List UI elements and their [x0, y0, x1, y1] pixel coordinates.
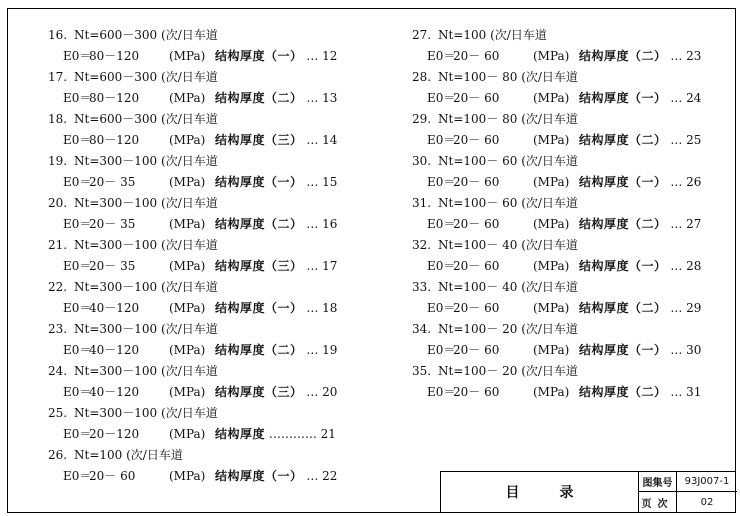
toc-entry-line1 [48, 406, 218, 420]
modulus-range: 80－120 [89, 133, 140, 147]
page-reference: 28 [686, 259, 702, 273]
page-reference: 26 [686, 175, 702, 189]
structure-thickness-label: 结构厚度（一） [215, 301, 303, 315]
structure-thickness-label: 结构厚度（一） [579, 175, 667, 189]
modulus-unit: (MPa) [533, 133, 570, 147]
page-reference: 22 [322, 469, 338, 483]
modulus-unit: (MPa) [533, 49, 570, 63]
traffic-unit: (次/日车道 [521, 364, 578, 378]
traffic-volume: Nt=300－100 [74, 322, 158, 336]
modulus-range: 20－120 [89, 427, 140, 441]
entry-number: 29. [412, 112, 432, 126]
entry-number: 19. [48, 154, 68, 168]
structure-thickness-label: 结构厚度（一） [215, 49, 303, 63]
structure-thickness-label: 结构厚度（一） [579, 343, 667, 357]
modulus-unit: (MPa) [169, 259, 206, 273]
structure-thickness-label: 结构厚度（三） [215, 259, 303, 273]
entry-number: 32. [412, 238, 432, 252]
entry-number: 21. [48, 238, 68, 252]
toc-entry-line2 [427, 49, 701, 63]
structure-thickness-label: 结构厚度（二） [579, 301, 667, 315]
toc-entry-line2 [427, 91, 701, 105]
modulus-range: 80－120 [89, 91, 140, 105]
leader-dots: … [306, 259, 319, 273]
toc-entry-line1 [48, 322, 218, 336]
modulus-label: E0＝ [63, 217, 92, 231]
traffic-volume: Nt=300－100 [74, 196, 158, 210]
page-reference: 16 [322, 217, 338, 231]
toc-entry-line1 [412, 196, 578, 210]
structure-thickness-label: 结构厚度 [215, 427, 266, 441]
page-number-value: 02 [700, 496, 714, 508]
modulus-unit: (MPa) [169, 301, 206, 315]
modulus-label: E0＝ [63, 301, 92, 315]
traffic-unit: (次/日车道 [490, 28, 547, 42]
page-reference: 15 [322, 175, 338, 189]
leader-dots: … [306, 343, 319, 357]
modulus-label: E0＝ [427, 91, 456, 105]
structure-thickness-label: 结构厚度（二） [215, 343, 303, 357]
structure-thickness-label: 结构厚度（一） [579, 91, 667, 105]
leader-dots: … [306, 469, 319, 483]
traffic-unit: (次/日车道 [521, 322, 578, 336]
leader-dots: … [306, 133, 319, 147]
structure-thickness-label: 结构厚度（三） [215, 133, 303, 147]
page-reference: 29 [686, 301, 702, 315]
title-block [440, 471, 736, 513]
structure-thickness-label: 结构厚度（二） [579, 49, 667, 63]
entry-number: 34. [412, 322, 432, 336]
entry-number: 17. [48, 70, 68, 84]
traffic-unit: (次/日车道 [126, 448, 183, 462]
toc-entry-line2 [427, 133, 701, 147]
leader-dots: … [306, 49, 319, 63]
toc-entry-line1 [412, 154, 578, 168]
toc-entry-line1 [48, 112, 218, 126]
traffic-unit: (次/日车道 [521, 154, 578, 168]
toc-entry-line1 [412, 322, 578, 336]
traffic-unit: (次/日车道 [161, 196, 218, 210]
entry-number: 30. [412, 154, 432, 168]
modulus-label: E0＝ [63, 49, 92, 63]
modulus-unit: (MPa) [533, 217, 570, 231]
toc-entry-line1 [412, 28, 547, 42]
entry-number: 35. [412, 364, 432, 378]
modulus-label: E0＝ [63, 385, 92, 399]
modulus-unit: (MPa) [169, 385, 206, 399]
modulus-label: E0＝ [427, 49, 456, 63]
traffic-volume: Nt=100 [74, 448, 123, 462]
modulus-unit: (MPa) [169, 469, 206, 483]
traffic-unit: (次/日车道 [161, 28, 218, 42]
page-reference: 13 [322, 91, 338, 105]
modulus-unit: (MPa) [169, 91, 206, 105]
toc-entry-line1 [48, 364, 218, 378]
toc-entry-line2 [63, 469, 337, 483]
leader-dots: … [670, 217, 683, 231]
leader-dots: … [670, 91, 683, 105]
traffic-unit: (次/日车道 [521, 70, 578, 84]
toc-entry-line1 [412, 364, 578, 378]
modulus-unit: (MPa) [169, 427, 206, 441]
entry-number: 22. [48, 280, 68, 294]
page-reference: 30 [686, 343, 702, 357]
modulus-unit: (MPa) [533, 91, 570, 105]
toc-entry-line1 [48, 154, 218, 168]
modulus-range: 20－ 60 [453, 91, 500, 105]
toc-entry-line2 [427, 259, 701, 273]
toc-entry-line1 [412, 280, 578, 294]
traffic-volume: Nt=100 [438, 28, 487, 42]
structure-thickness-label: 结构厚度（二） [215, 91, 303, 105]
toc-entry-line1 [48, 196, 218, 210]
title-block-title: 目录 [441, 472, 639, 512]
entry-number: 25. [48, 406, 68, 420]
page-reference: 23 [686, 49, 702, 63]
modulus-label: E0＝ [63, 259, 92, 273]
traffic-volume: Nt=300－100 [74, 154, 158, 168]
traffic-volume: Nt=100－ 20 [438, 322, 518, 336]
entry-number: 27. [412, 28, 432, 42]
modulus-label: E0＝ [63, 469, 92, 483]
modulus-range: 20－ 35 [89, 175, 136, 189]
toc-entry-line1 [48, 448, 183, 462]
leader-dots: … [306, 385, 319, 399]
toc-entry-line2 [427, 343, 701, 357]
leader-dots: … [670, 343, 683, 357]
modulus-range: 20－ 35 [89, 259, 136, 273]
toc-entry-line1 [48, 238, 218, 252]
entry-number: 31. [412, 196, 432, 210]
atlas-number-label: 图集号 [639, 472, 677, 492]
page-reference: 27 [686, 217, 702, 231]
traffic-volume: Nt=100－ 60 [438, 196, 518, 210]
modulus-range: 20－ 60 [453, 301, 500, 315]
modulus-range: 20－ 60 [453, 385, 500, 399]
page-reference: 21 [320, 427, 336, 441]
toc-entry-line1 [412, 238, 578, 252]
atlas-number-value: 93J007-1 [677, 472, 737, 492]
traffic-volume: Nt=100－ 20 [438, 364, 518, 378]
traffic-unit: (次/日车道 [161, 112, 218, 126]
structure-thickness-label: 结构厚度（二） [215, 217, 303, 231]
leader-dots: … [306, 301, 319, 315]
modulus-label: E0＝ [427, 133, 456, 147]
traffic-unit: (次/日车道 [521, 238, 578, 252]
toc-entry-line2 [63, 343, 337, 357]
traffic-unit: (次/日车道 [161, 364, 218, 378]
modulus-label: E0＝ [63, 175, 92, 189]
modulus-range: 20－ 60 [453, 133, 500, 147]
modulus-range: 20－ 60 [453, 49, 500, 63]
page-reference: 17 [322, 259, 338, 273]
traffic-unit: (次/日车道 [161, 238, 218, 252]
modulus-label: E0＝ [63, 133, 92, 147]
modulus-unit: (MPa) [169, 133, 206, 147]
page-reference: 14 [322, 133, 338, 147]
traffic-volume: Nt=300－100 [74, 364, 158, 378]
toc-entry-line1 [48, 280, 218, 294]
modulus-range: 20－ 60 [453, 175, 500, 189]
modulus-unit: (MPa) [533, 175, 570, 189]
modulus-range: 20－ 60 [453, 259, 500, 273]
traffic-volume: Nt=300－100 [74, 280, 158, 294]
toc-entry-line2 [63, 301, 337, 315]
modulus-range: 20－ 60 [453, 343, 500, 357]
toc-entry-line2 [427, 217, 701, 231]
page-reference: 25 [686, 133, 702, 147]
modulus-unit: (MPa) [169, 217, 206, 231]
toc-entry-line2 [63, 133, 337, 147]
modulus-label: E0＝ [427, 301, 456, 315]
modulus-label: E0＝ [63, 343, 92, 357]
modulus-unit: (MPa) [169, 175, 206, 189]
toc-entry-line2 [63, 259, 337, 273]
structure-thickness-label: 结构厚度（二） [579, 133, 667, 147]
traffic-volume: Nt=100－ 40 [438, 280, 518, 294]
entry-number: 33. [412, 280, 432, 294]
modulus-label: E0＝ [427, 385, 456, 399]
page-reference: 18 [322, 301, 338, 315]
toc-entry-line2 [427, 301, 701, 315]
modulus-label: E0＝ [427, 259, 456, 273]
traffic-unit: (次/日车道 [161, 154, 218, 168]
modulus-range: 40－120 [89, 385, 140, 399]
entry-number: 18. [48, 112, 68, 126]
modulus-unit: (MPa) [169, 343, 206, 357]
modulus-range: 80－120 [89, 49, 140, 63]
traffic-unit: (次/日车道 [161, 406, 218, 420]
toc-entry-line2 [427, 175, 701, 189]
modulus-label: E0＝ [427, 343, 456, 357]
leader-dots: … [670, 175, 683, 189]
modulus-unit: (MPa) [533, 301, 570, 315]
modulus-unit: (MPa) [169, 49, 206, 63]
modulus-range: 20－ 60 [453, 217, 500, 231]
leader-dots: … [306, 217, 319, 231]
entry-number: 26. [48, 448, 68, 462]
traffic-unit: (次/日车道 [521, 112, 578, 126]
toc-entry-line2 [63, 385, 337, 399]
traffic-unit: (次/日车道 [161, 70, 218, 84]
toc-entry-line1 [412, 70, 578, 84]
modulus-unit: (MPa) [533, 385, 570, 399]
toc-entry-line2 [63, 91, 337, 105]
traffic-volume: Nt=100－ 80 [438, 70, 518, 84]
structure-thickness-label: 结构厚度（一） [579, 259, 667, 273]
modulus-unit: (MPa) [533, 259, 570, 273]
traffic-volume: Nt=600－300 [74, 112, 158, 126]
traffic-volume: Nt=100－ 40 [438, 238, 518, 252]
toc-entry-line2 [63, 427, 336, 441]
toc-entry-line2 [427, 385, 701, 399]
structure-thickness-label: 结构厚度（三） [215, 385, 303, 399]
leader-dots: … [670, 259, 683, 273]
page-reference: 20 [322, 385, 338, 399]
modulus-label: E0＝ [63, 427, 92, 441]
modulus-label: E0＝ [427, 175, 456, 189]
page-reference: 12 [322, 49, 338, 63]
entry-number: 23. [48, 322, 68, 336]
leader-dots: … [670, 49, 683, 63]
modulus-label: E0＝ [63, 91, 92, 105]
entry-number: 20. [48, 196, 68, 210]
page-reference: 19 [322, 343, 338, 357]
entry-number: 24. [48, 364, 68, 378]
toc-entry-line2 [63, 175, 337, 189]
structure-thickness-label: 结构厚度（一） [215, 469, 303, 483]
modulus-unit: (MPa) [533, 343, 570, 357]
modulus-label: E0＝ [427, 217, 456, 231]
page-reference: 31 [686, 385, 702, 399]
traffic-volume: Nt=600－300 [74, 70, 158, 84]
modulus-range: 40－120 [89, 301, 140, 315]
structure-thickness-label: 结构厚度（二） [579, 217, 667, 231]
toc-entry-line1 [48, 28, 218, 42]
traffic-volume: Nt=300－100 [74, 238, 158, 252]
entry-number: 16. [48, 28, 68, 42]
toc-entry-line1 [412, 112, 578, 126]
toc-entry-line1 [48, 70, 218, 84]
page-reference: 24 [686, 91, 702, 105]
toc-entry-line2 [63, 49, 337, 63]
modulus-range: 40－120 [89, 343, 140, 357]
traffic-volume: Nt=300－100 [74, 406, 158, 420]
traffic-unit: (次/日车道 [521, 196, 578, 210]
modulus-range: 20－ 35 [89, 217, 136, 231]
modulus-range: 20－ 60 [89, 469, 136, 483]
leader-dots: … [306, 175, 319, 189]
traffic-volume: Nt=600－300 [74, 28, 158, 42]
page-number-label: 页次 [639, 492, 677, 512]
traffic-volume: Nt=100－ 60 [438, 154, 518, 168]
leader-dots: … [306, 91, 319, 105]
leader-dots: ………… [268, 427, 317, 441]
traffic-unit: (次/日车道 [161, 280, 218, 294]
leader-dots: … [670, 301, 683, 315]
structure-thickness-label: 结构厚度（一） [215, 175, 303, 189]
structure-thickness-label: 结构厚度（二） [579, 385, 667, 399]
traffic-unit: (次/日车道 [161, 322, 218, 336]
leader-dots: … [670, 133, 683, 147]
entry-number: 28. [412, 70, 432, 84]
traffic-volume: Nt=100－ 80 [438, 112, 518, 126]
leader-dots: … [670, 385, 683, 399]
toc-entry-line2 [63, 217, 337, 231]
traffic-unit: (次/日车道 [521, 280, 578, 294]
